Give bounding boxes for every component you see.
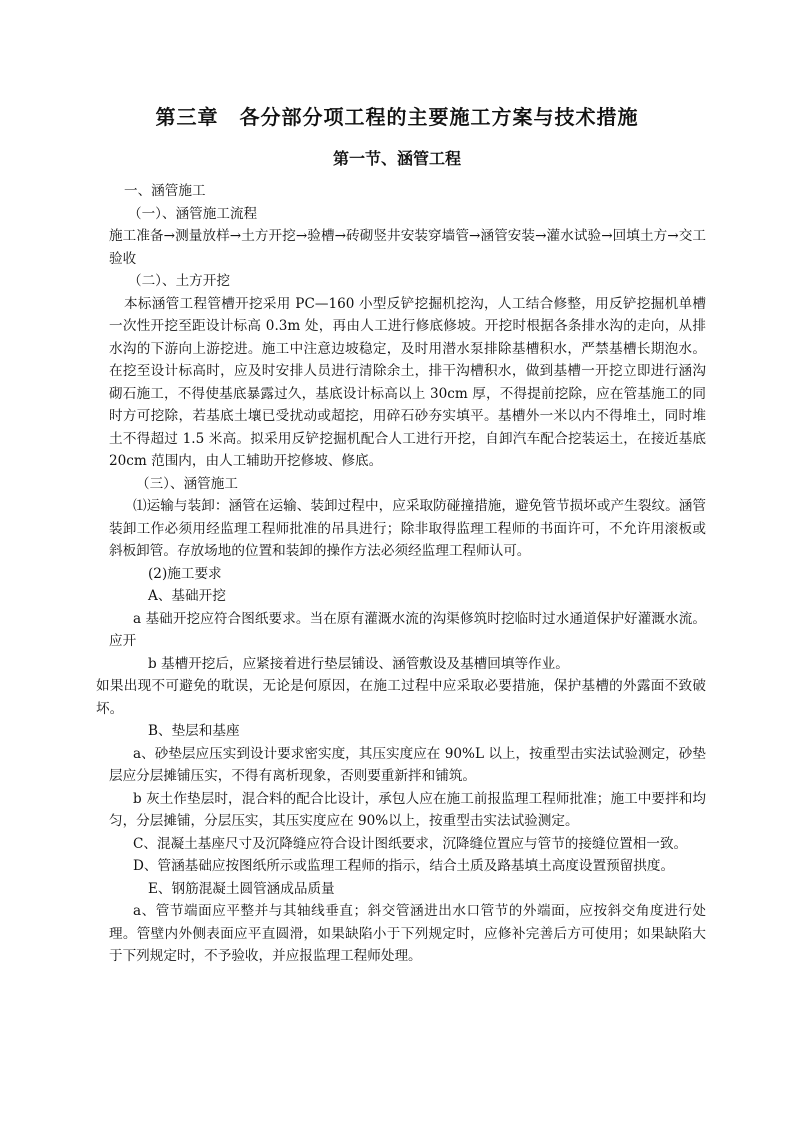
item-pipe-foundation: D、管涵基础应按图纸所示或监理工程师的指示，结合土质及路基填土高度设置预留拱度。 xyxy=(133,858,675,874)
item-excavation-a: a 基础开挖应符合图纸要求。当在原有灌溉水流的沟渠修筑时挖临时过水通道保护好灌溉水流。应开 xyxy=(109,610,706,649)
heading-culvert-construction: 一、涵管施工 xyxy=(124,183,206,199)
paragraph-delay-protection: 如果出现不可避免的耽误，无论是何原因，在施工过程中应采取必要措施，保护基槽的外露面不致破坏。 xyxy=(96,678,706,717)
subheading-construction-process: （一）、涵管施工流程 xyxy=(128,205,258,222)
paragraph-process-flow: 施工准备→测量放样→土方开挖→验槽→砖砌竖井安装穿墙管→涵管安装→灌水试验→回填土方→交工验收 xyxy=(109,228,706,267)
paragraph-excavation: 本标涵管工程管槽开挖采用 PC—160 小型反铲挖掘机挖沟，人工结合修整，用反铲挖掘机单槽一次性开挖至距设计标高 0.3m 处，再由人工进行修底修坡。开挖时根据各条排水沟的走向，从排水沟的下游向上游挖进。施工中注意边坡稳定，及时用潜水泵排除基槽积水，严禁基槽长期泡水。在挖至设计标高时，应及时安排人员进行清除余土，排干沟槽积水，做到基槽一开挖立即进行涵沟砌石施工，不得使基底暴露过久，基底设计标高以上 30cm 厚，不得提前挖除，应在管基施工的同时方可挖除，若基底土壤已受扰动或超挖，用碎石砂夯实填平。基槽外一米以内不得堆土，同时堆土不得超过 1.5 米高。拟采用反铲挖掘机配合人工进行开挖，自卸汽车配合挖装运土，在接近基底 20cm 范围内，由人工辅助开挖修坡、修底。 xyxy=(109,295,706,469)
paragraph-transport-loading: ⑴运输与装卸：涵管在运输、装卸过程中，应采取防碰撞措施，避免管节损坏或产生裂纹。涵管装卸工作必须用经监理工程师批准的吊具进行；除非取得监理工程师的书面许可，不允许用滚板或斜板卸管。存放场地的位置和装卸的操作方法必须经监理工程师认可。 xyxy=(109,498,706,559)
item-excavation-b: b 基槽开挖后，应紧接着进行垫层铺设、涵管敷设及基槽回填等作业。 xyxy=(148,655,569,672)
item-foundation-excavation: A、基础开挖 xyxy=(148,588,226,604)
subheading-culvert-work: （三）、涵管施工 xyxy=(136,475,238,492)
item-pipe-quality: E、钢筋混凝土圆管涵成品质量 xyxy=(148,880,335,897)
item-sand-cushion: a、砂垫层应压实到设计要求密实度，其压实度应在 90%L 以上，按重型击实法试验测定，砂垫层应分层摊铺压实，不得有离析现象，否则要重新拌和铺筑。 xyxy=(109,745,706,784)
section-title: 第一节、涵管工程 xyxy=(332,149,461,168)
item-lime-soil-cushion: b 灰土作垫层时，混合料的配合比设计，承包人应在施工前报监理工程师批准；施工中要拌和均匀，分层摊铺，分层压实，其压实度应在 90%以上，按重型击实法试验测定。 xyxy=(109,790,706,829)
chapter-title: 第三章 各分部分项工程的主要施工方案与技术措施 xyxy=(155,105,639,129)
subheading-construction-requirements: (2)施工要求 xyxy=(148,565,222,582)
item-cushion-base: B、垫层和基座 xyxy=(148,723,240,739)
item-pipe-end-face: a、管节端面应平整并与其轴线垂直；斜交管涵进出水口管节的外端面，应按斜交角度进行处理。管壁内外侧表面应平直圆滑，如果缺陷小于下列规定时，应修补完善后方可使用；如果缺陷大于下列规定时，不予验收，并应报监理工程师处理。 xyxy=(109,903,706,964)
subheading-earth-excavation: （二）、土方开挖 xyxy=(128,273,230,289)
item-concrete-base: C、混凝土基座尺寸及沉降缝应符合设计图纸要求，沉降缝位置应与管节的接缝位置相一致。 xyxy=(133,835,688,852)
document-body xyxy=(96,180,706,968)
